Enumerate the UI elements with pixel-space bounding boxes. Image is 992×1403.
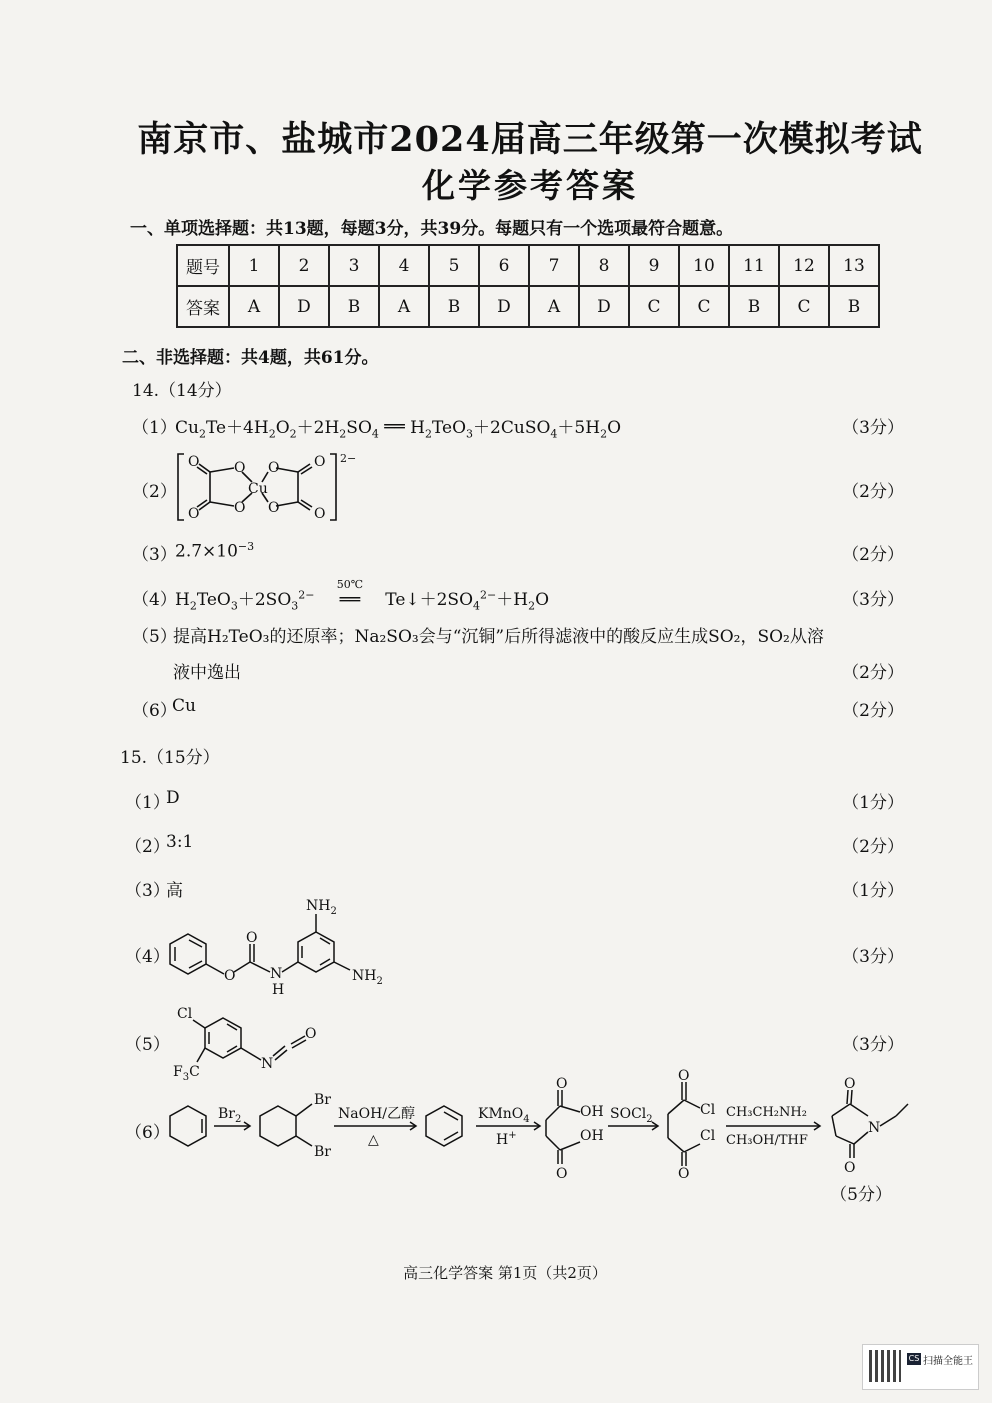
table-cell: 8: [579, 245, 629, 286]
table-cell: 1: [229, 245, 279, 286]
watermark-text: 扫描全能王: [923, 1356, 973, 1367]
q15-p1-score: （1分）: [842, 793, 904, 813]
q15-p1-label: （1）: [125, 793, 170, 813]
section1-heading: 一、单项选择题：共13题，每题3分，共39分。每题只有一个选项最符合题意。: [130, 219, 734, 239]
synthesis-route: [160, 1060, 920, 1180]
q14-p6-answer: Cu: [172, 696, 196, 716]
table-cell: D: [279, 286, 329, 327]
q14-p3-score: （2分）: [842, 545, 904, 565]
q14-p2-score: （2分）: [842, 482, 904, 502]
svg-text:O: O: [844, 1076, 856, 1092]
svg-text:Br: Br: [314, 1144, 331, 1160]
table-cell: B: [429, 286, 479, 327]
svg-text:KMnO4: KMnO$_4$: [478, 1106, 530, 1125]
scanner-watermark: [862, 1344, 979, 1390]
table-row-numbers: [177, 245, 879, 286]
svg-text:H: H: [272, 982, 285, 998]
q14-p5-label: （5）: [132, 627, 177, 647]
svg-text:O: O: [678, 1166, 690, 1180]
heat-symbol: △: [368, 1132, 379, 1148]
svg-text:O: O: [188, 454, 200, 470]
svg-text:OH: OH: [580, 1104, 604, 1120]
q14-p1-score: （3分）: [842, 418, 904, 438]
svg-text:Br: Br: [314, 1092, 331, 1108]
svg-text:O: O: [234, 500, 246, 516]
table-cell: B: [729, 286, 779, 327]
table-cell: D: [579, 286, 629, 327]
complex-metal: Cu: [248, 481, 268, 497]
table-cell: 6: [479, 245, 529, 286]
svg-text:O: O: [844, 1160, 856, 1176]
q14-p6-score: （2分）: [842, 701, 904, 721]
table-cell: B: [329, 286, 379, 327]
q14-header: 14.（14分）: [132, 381, 232, 401]
table-cell: 4: [379, 245, 429, 286]
table-cell: 12: [779, 245, 829, 286]
q15-p6-label: （6）: [125, 1123, 170, 1143]
exam-title: 南京市、盐城市2024届高三年级第一次模拟考试: [137, 119, 923, 160]
table-cell: 9: [629, 245, 679, 286]
svg-text:NH2: $NH_2$: [352, 968, 383, 987]
q14-p5-score: （2分）: [842, 663, 904, 683]
table-cell: A: [529, 286, 579, 327]
svg-text:O: O: [268, 500, 280, 516]
table-cell: 10: [679, 245, 729, 286]
svg-text:O: O: [556, 1076, 568, 1092]
svg-text:O: O: [305, 1026, 317, 1042]
h-plus-reagent: H: [496, 1132, 509, 1148]
table-cell: A: [229, 286, 279, 327]
cs-logo-icon: CS: [908, 1354, 920, 1363]
q15-p4-label: （4）: [125, 947, 170, 967]
svg-text:O: O: [678, 1068, 690, 1084]
section2-heading: 二、非选择题：共4题，共61分。: [122, 348, 379, 368]
table-cell: A: [379, 286, 429, 327]
q14-p2-label: （2）: [132, 482, 177, 502]
q15-p4-score: （3分）: [842, 947, 904, 967]
q14-p1-label: （1）: [132, 418, 177, 438]
q15-p2-label: （2）: [125, 837, 170, 857]
table-cell: D: [479, 286, 529, 327]
q14-p3-exponent: −3: [237, 540, 255, 553]
q15-p2-score: （2分）: [842, 837, 904, 857]
svg-text:O: O: [268, 460, 280, 476]
dibromocyclohexane-structure: [260, 1106, 296, 1146]
svg-text:O: O: [234, 460, 246, 476]
naoh-reagent: NaOH/乙醇: [338, 1106, 415, 1122]
table-cell: 11: [729, 245, 779, 286]
q15-p3-score: （1分）: [842, 881, 904, 901]
svg-text:O: O: [314, 506, 326, 522]
svg-text:O: O: [246, 930, 258, 946]
qr-code-icon: [869, 1350, 901, 1382]
br2-reagent: Br: [218, 1106, 235, 1122]
socl2-reagent: SOCl: [610, 1106, 647, 1122]
answer-table: [176, 244, 880, 328]
svg-text:NH2: $NH_2$: [306, 898, 337, 917]
q15-p5-label: （5）: [125, 1035, 170, 1055]
q14-p1-equation: $Cu_2Te+4H_2O_2+2H_2SO_4$ ══ $H_2TeO_3+2CuSO_4+5H_2O$: [175, 417, 621, 441]
row-label: 题号: [177, 245, 229, 286]
carbamate-structure: [160, 892, 400, 1002]
svg-text:O: O: [224, 968, 236, 984]
kmno4-reagent: KMnO: [478, 1106, 524, 1122]
svg-text:Cl: Cl: [700, 1102, 716, 1118]
table-row-answers: [177, 286, 879, 327]
q15-p5-score: （3分）: [842, 1035, 904, 1055]
q15-p2-answer: 3:1: [166, 832, 194, 852]
q14-p4-score: （3分）: [842, 590, 904, 610]
svg-text:Cl: Cl: [700, 1128, 716, 1144]
q14-p6-label: （6）: [132, 701, 177, 721]
page-footer: 高三化学答案 第1页（共2页）: [403, 1264, 607, 1282]
q15-p1-answer: D: [166, 788, 180, 808]
row-label: 答案: [177, 286, 229, 327]
table-cell: 13: [829, 245, 879, 286]
svg-text:H+: H+: [496, 1130, 517, 1148]
svg-text:Br2: $Br_2$: [218, 1106, 242, 1125]
table-cell: 2: [279, 245, 329, 286]
copper-oxalate-complex-structure: [172, 450, 372, 525]
q14-p4-label: （4）: [132, 590, 177, 610]
svg-text:O: O: [188, 506, 200, 522]
svg-text:O: O: [314, 454, 326, 470]
q15-p3-answer: 高: [166, 881, 183, 901]
table-cell: C: [679, 286, 729, 327]
q14-p3-mantissa: 2.7×10: [175, 541, 238, 562]
table-cell: 5: [429, 245, 479, 286]
cyclohexene-structure: [170, 1106, 206, 1146]
q15-p3-label: （3）: [125, 881, 170, 901]
svg-text:F3C: $F_3C$: [173, 1064, 200, 1083]
q15-p6-score: （5分）: [830, 1185, 892, 1205]
table-cell: C: [779, 286, 829, 327]
svg-text:N: N: [868, 1120, 881, 1136]
q14-p4-equation: $H_2TeO_3+2SO_3^{2-}$ 50℃ ══ $Te↓+2SO_4^{2-}+H_2O$: [175, 578, 550, 613]
solvent-reagent: CH₃OH/THF: [726, 1133, 808, 1148]
svg-text:N: N: [270, 966, 283, 982]
q15-header: 15.（15分）: [120, 748, 220, 768]
q14-p3-label: （3）: [132, 545, 177, 565]
complex-charge: 2−: [340, 452, 357, 465]
svg-text:SOCl2: SOCl$_2$: [610, 1106, 653, 1125]
table-cell: C: [629, 286, 679, 327]
q14-p5-text-line1: 提高H₂TeO₃的还原率；Na₂SO₃会与“沉铜”后所得滤液中的酸反应生成SO₂，SO₂从溶: [173, 627, 824, 647]
q14-p4-condition: 50℃: [336, 578, 364, 591]
amine-reagent: CH₃CH₂NH₂: [726, 1105, 807, 1120]
table-cell: 3: [329, 245, 379, 286]
table-cell: B: [829, 286, 879, 327]
table-cell: 7: [529, 245, 579, 286]
svg-text:N: N: [261, 1056, 274, 1072]
svg-text:Cl: Cl: [177, 1006, 193, 1022]
q14-p3-answer: [175, 540, 254, 562]
q14-p5-text-line2: 液中逸出: [173, 663, 241, 683]
answer-title: 化学参考答案: [422, 166, 638, 205]
svg-text:OH: OH: [580, 1128, 604, 1144]
svg-text:O: O: [556, 1166, 568, 1180]
